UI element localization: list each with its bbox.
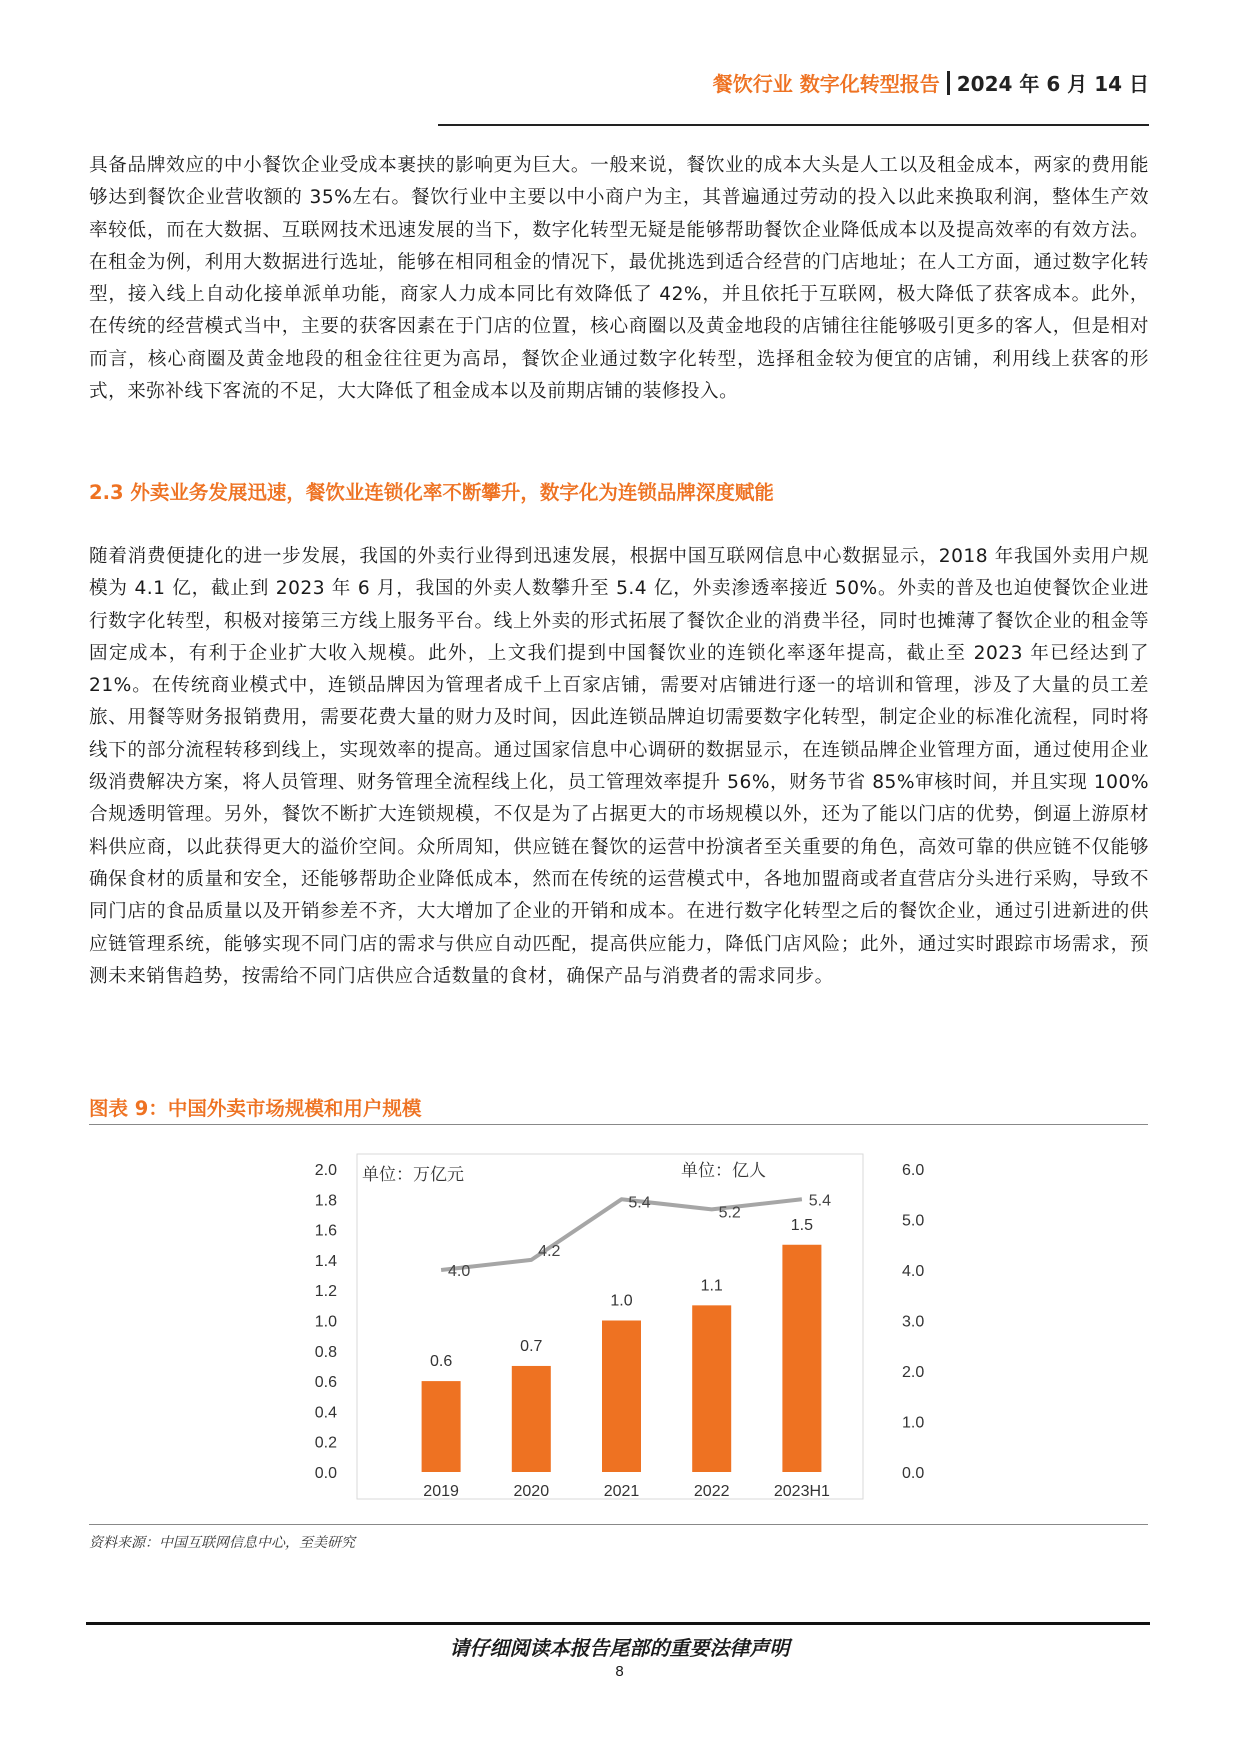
y-left-unit-label: 单位：万亿元 — [362, 1165, 464, 1184]
x-tick-label: 2023H1 — [773, 1483, 830, 1500]
body-paragraph-2: 随着消费便捷化的进一步发展，我国的外卖行业得到迅速发展，根据中国互联网信息中心数据显示，2018 年我国外卖用户规模为 4.1 亿，截止到 2023 年 6 月，我国的外卖人数攀升至 5.4 亿，外卖渗透率接近 50%。外卖的普及也迫使餐饮企业进行数字化转型，积极对接第三方线上服务平台。线上外卖的形式拓展了餐饮企业的消费半径，同时也摊薄了餐饮企业的租金等固定成本，有利于企业扩大收入规模。此外，上文我们提到中国餐饮业的连锁化率逐年提高，截止至 2023 年已经达到了 21%。在传统商业模式中，连锁品牌因为管理者成千上百家店铺，需要对店铺进行逐一的培训和管理，涉及了大量的员工差旅、用餐等财务报销费用，需要花费大量的财力及时间，因此连锁品牌迫切需要数字化转型，制定企业的标准化流程，同时将线下的部分流程转移到线上，实现效率的提高。通过国家信息中心调研的数据显示，在连锁品牌企业管理方面，通过使用企业级消费解决方案，将人员管理、财务管理全流程线上化，员工管理效率提升 56%，财务节省 85%审核时间，并且实现 100% 合规透明管理。另外，餐饮不断扩大连锁规模，不仅是为了占据更大的市场规模以外，还为了能以门店的优势，倒逼上游原材料供应商，以此获得更大的溢价空间。众所周知，供应链在餐饮的运营中扮演者至关重要的角色，高效可靠的供应链不仅能够确保食材的质量和安全，还能够帮助企业降低成本，然而在传统的运营模式中，各地加盟商或者直营店分头进行采购，导致不同门店的食品质量以及开销参差不齐，大大增加了企业的开销和成本。在进行数字化转型之后的餐饮企业，通过引进新进的供应链管理系统，能够实现不同门店的需求与供应自动匹配，提高供应能力，降低门店风险；此外，通过实时跟踪市场需求，预测未来销售趋势，按需给不同门店供应合适数量的食材，确保产品与消费者的需求同步。 — [89, 546, 1149, 987]
y-right-tick-label: 6.0 — [902, 1162, 925, 1179]
x-tick-label: 2019 — [423, 1483, 459, 1500]
y-left-tick-label: 1.0 — [314, 1313, 337, 1331]
bar-value-label: 0.6 — [429, 1353, 453, 1371]
line-value-label: 5.4 — [808, 1192, 832, 1210]
body-paragraph-1: 具备品牌效应的中小餐饮企业受成本裹挟的影响更为巨大。一般来说，餐饮业的成本大头是人工以及租金成本，两家的费用能够达到餐饮企业营收额的 35%左右。餐饮行业中主要以中小商户为主，其普遍通过劳动的投入以此来换取利润，整体生产效率较低，而在大数据、互联网技术迅速发展的当下，数字化转型无疑是能够帮助餐饮企业降低成本以及提高效率的有效方法。在租金为例，利用大数据进行选址，能够在相同租金的情况下，最优挑选到适合经营的门店地址；在人工方面，通过数字化转型，接入线上自动化接单派单功能，商家人力成本同比有效降低了 42%，并且依托于互联网，极大降低了获客成本。此外，在传统的经营模式当中，主要的获客因素在于门店的位置，核心商圈以及黄金地段的店铺往往能够吸引更多的客人，但是相对而言，核心商圈及黄金地段的租金往往更为高昂，餐饮企业通过数字化转型，选择租金较为便宜的店铺，利用线上获客的形式，来弥补线下客流的不足，大大降低了租金成本以及前期店铺的装修投入。 — [89, 155, 1149, 403]
y-left-tick-label: 1.6 — [314, 1222, 337, 1240]
bar — [602, 1321, 641, 1473]
y-left-tick-label: 0.0 — [314, 1465, 337, 1482]
x-tick-label: 2020 — [513, 1483, 550, 1500]
bar — [422, 1381, 461, 1472]
report-header — [713, 68, 1149, 97]
y-right-tick-label: 5.0 — [902, 1212, 925, 1230]
report-category: 餐饮行业 数字化转型报告 — [712, 72, 940, 96]
page-number: 8 — [615, 1663, 624, 1680]
bar-value-label: 1.0 — [610, 1292, 633, 1310]
y-left-tick-label: 0.6 — [314, 1374, 337, 1392]
section-heading: 2.3 外卖业务发展迅速，餐饮业连锁化率不断攀升，数字化为连锁品牌深度赋能 — [89, 481, 774, 504]
y-left-tick-label: 0.2 — [314, 1434, 337, 1452]
bar — [692, 1305, 731, 1472]
x-tick-label: 2022 — [693, 1483, 730, 1500]
y-right-tick-label: 0.0 — [902, 1465, 925, 1482]
bar — [512, 1366, 551, 1472]
y-left-tick-label: 1.8 — [314, 1192, 337, 1210]
y-right-tick-label: 4.0 — [902, 1263, 925, 1280]
x-tick-label: 2021 — [603, 1483, 640, 1500]
report-date: 2024 年 6 月 14 日 — [956, 72, 1149, 96]
header-rule — [438, 124, 1149, 126]
y-left-tick-label: 1.4 — [314, 1252, 337, 1270]
figure-source: 资料来源：中国互联网信息中心，至美研究 — [89, 1535, 355, 1551]
y-left-tick-label: 0.8 — [314, 1343, 337, 1361]
footer-rule — [86, 1622, 1150, 1625]
takeout-market-chart — [89, 1132, 1148, 1524]
y-right-tick-label: 3.0 — [902, 1313, 925, 1331]
y-right-tick-label: 1.0 — [902, 1414, 925, 1432]
y-right-unit-label: 单位：亿人 — [681, 1161, 766, 1180]
figure-bottom-rule — [89, 1524, 1148, 1525]
bar — [782, 1245, 821, 1472]
line-value-label: 4.0 — [447, 1263, 471, 1280]
legal-notice: 请仔细阅读本报告尾部的重要法律声明 — [449, 1636, 790, 1660]
line-value-label: 5.2 — [718, 1204, 741, 1222]
bar-value-label: 1.5 — [790, 1216, 814, 1234]
y-left-tick-label: 2.0 — [314, 1162, 337, 1179]
line-value-label: 5.4 — [628, 1194, 651, 1212]
bar-value-label: 0.7 — [520, 1337, 543, 1355]
bar-value-label: 1.1 — [700, 1277, 723, 1295]
y-right-tick-label: 2.0 — [902, 1364, 925, 1381]
header-separator — [947, 71, 950, 95]
figure-title: 图表 9：中国外卖市场规模和用户规模 — [89, 1097, 422, 1120]
figure-top-rule — [89, 1124, 1148, 1125]
y-left-tick-label: 1.2 — [314, 1283, 337, 1301]
user-scale-line — [441, 1199, 802, 1270]
line-value-label: 4.2 — [538, 1242, 561, 1260]
y-left-tick-label: 0.4 — [314, 1404, 337, 1422]
